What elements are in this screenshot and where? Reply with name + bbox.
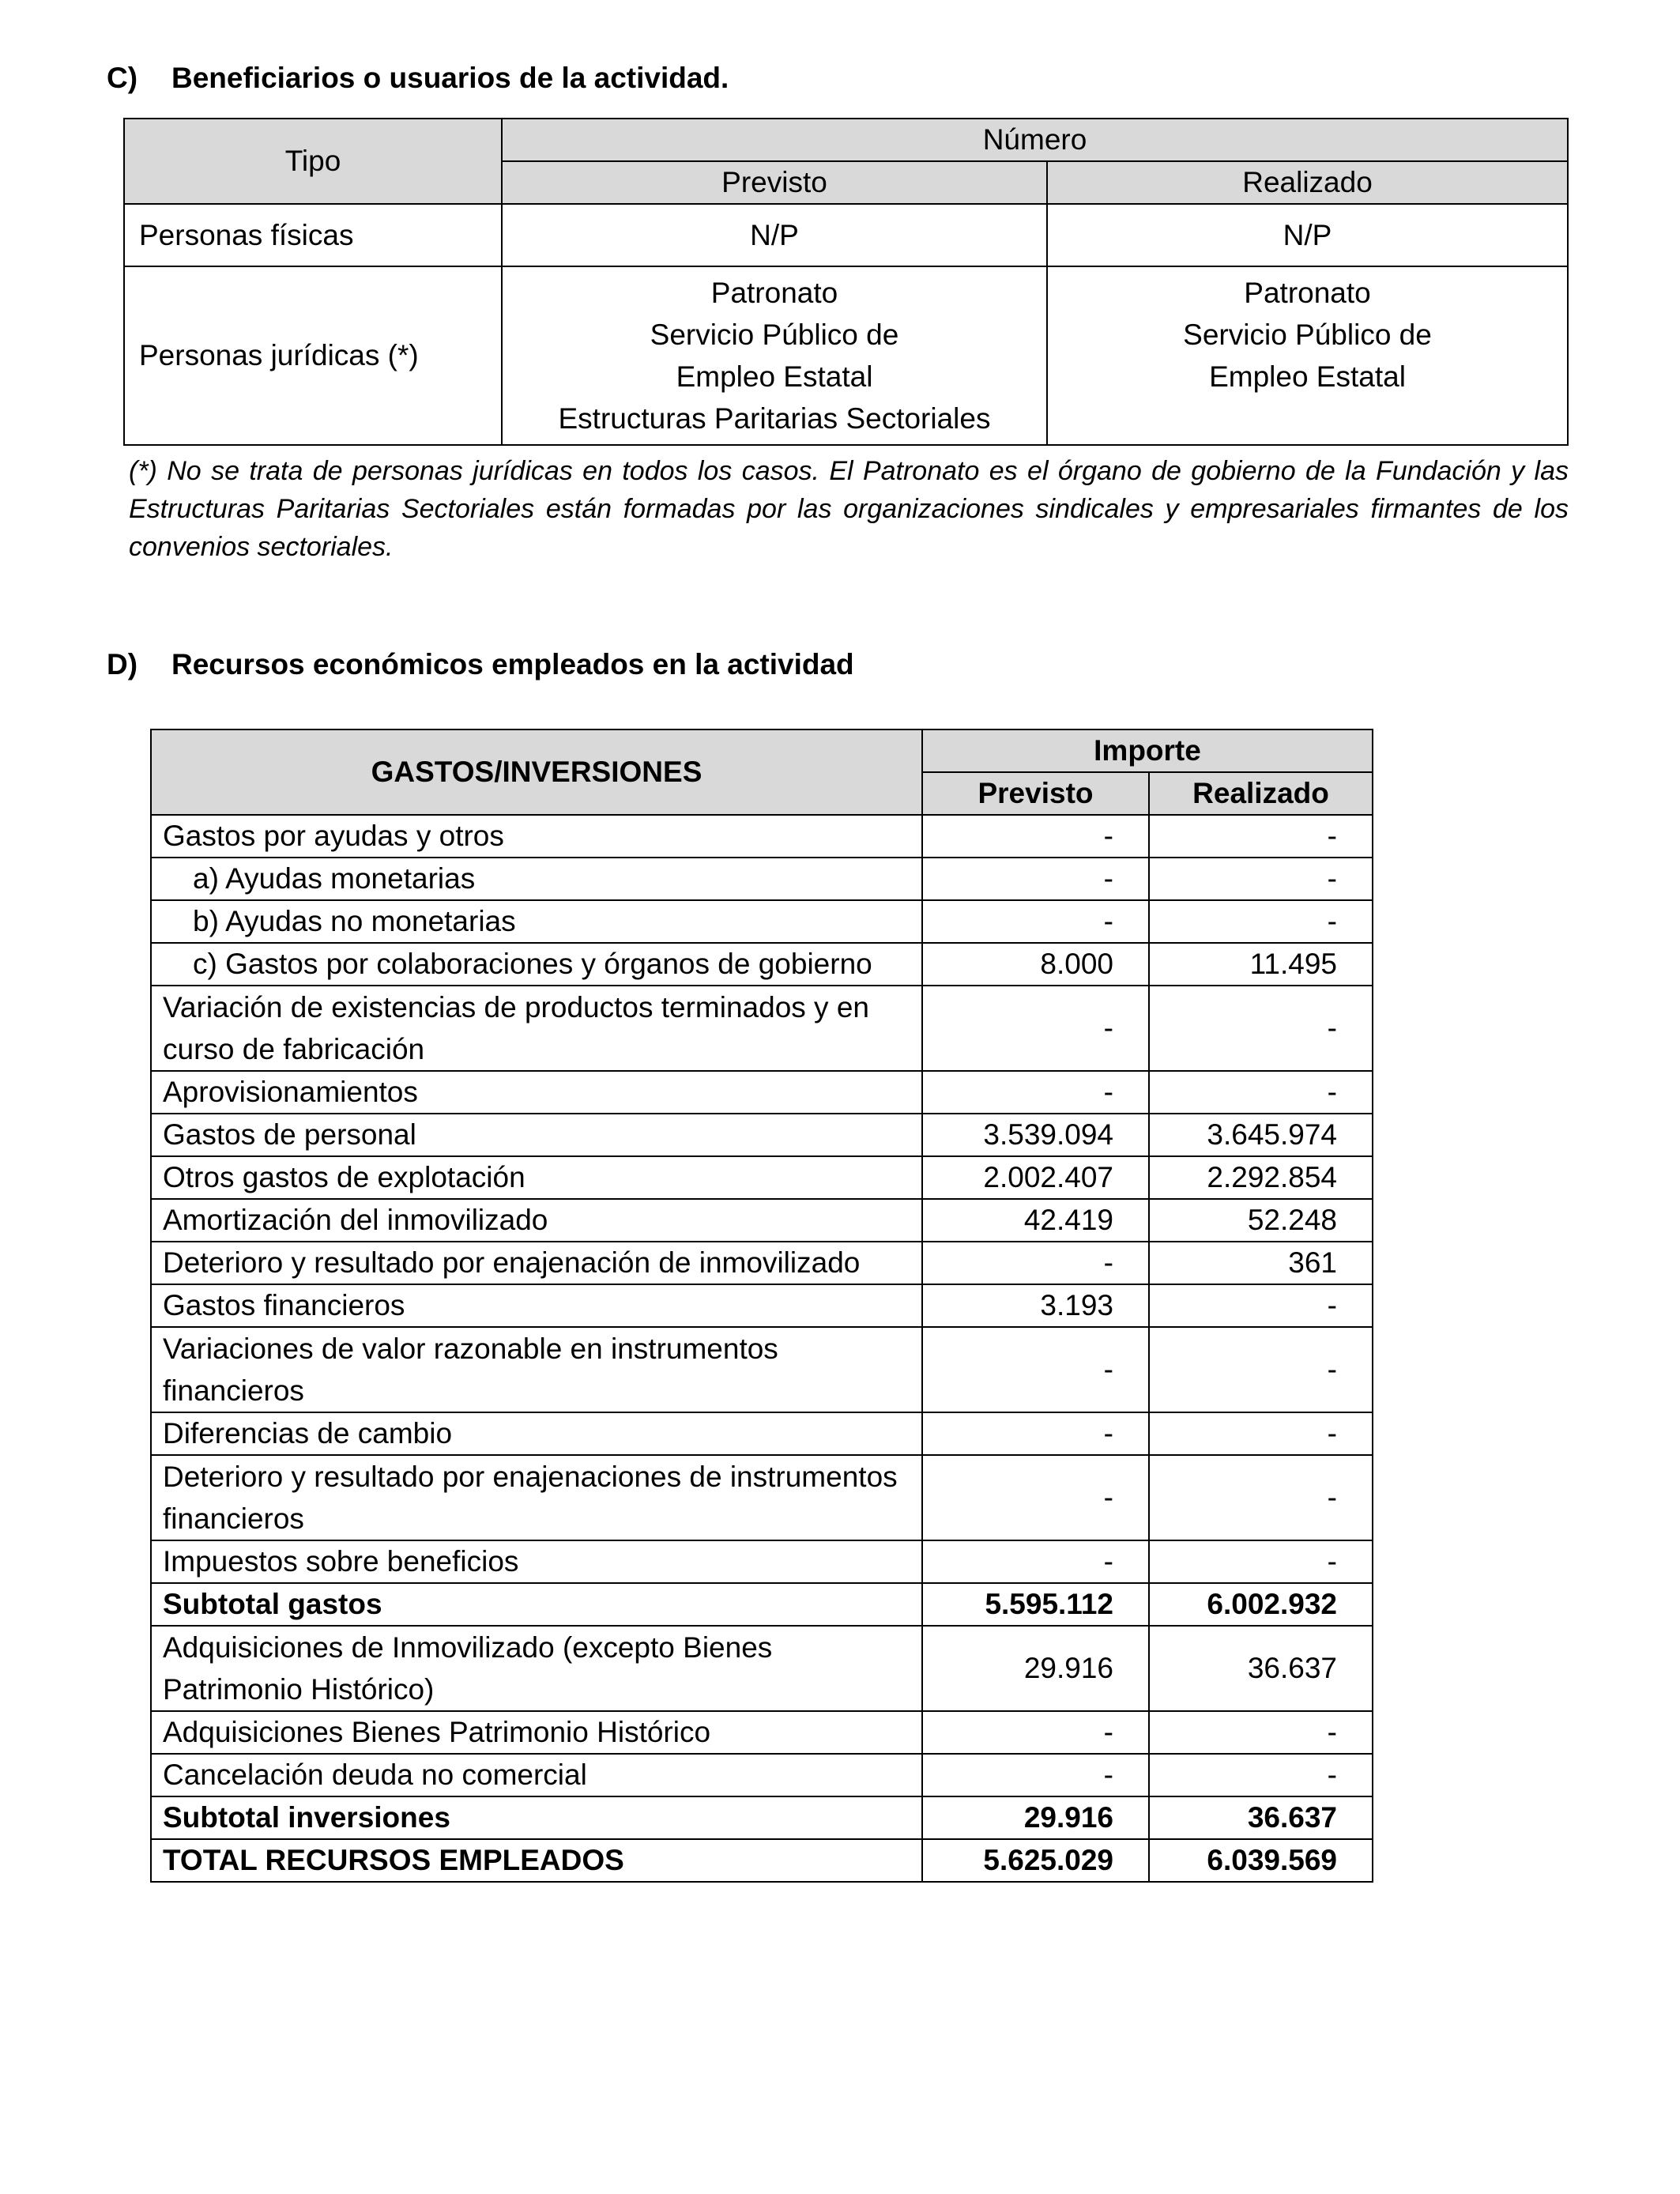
header-previsto: Previsto [502,161,1047,204]
realizado-value: 52.248 [1149,1199,1373,1242]
table-row [151,858,1373,900]
table-row [151,1583,1373,1626]
realizado-line: Patronato [1244,277,1371,309]
previsto-value: 42.419 [922,1199,1149,1242]
previsto-value: - [922,858,1149,900]
row-label: Adquisiciones de Inmovilizado (excepto Bienes Patrimonio Histórico) [151,1626,922,1711]
row-label: Cancelación deuda no comercial [151,1754,922,1796]
previsto-value: 8.000 [922,943,1149,986]
table-row [151,1455,1373,1540]
table-row [151,1711,1373,1754]
previsto-value: - [922,1711,1149,1754]
row-label: Subtotal gastos [151,1583,922,1626]
row-label: Variaciones de valor razonable en instrumentos financieros [151,1327,922,1412]
previsto-value: - [922,1327,1149,1412]
previsto-value: - [922,1540,1149,1583]
table-row [151,1114,1373,1156]
previsto-value: 5.625.029 [922,1839,1149,1882]
previsto-value: 29.916 [922,1796,1149,1839]
previsto-value: 3.539.094 [922,1114,1149,1156]
previsto-value: - [922,1754,1149,1796]
previsto-line: Estructuras Paritarias Sectoriales [558,402,991,435]
previsto-value: - [922,900,1149,943]
realizado-value: - [1149,1754,1373,1796]
row-label: Deterioro y resultado por enajenaciones de instrumentos financieros [151,1455,922,1540]
table-row [151,1156,1373,1199]
row-label: Amortización del inmovilizado [151,1199,922,1242]
header-previsto: Previsto [922,772,1149,815]
section-c-heading [107,62,729,95]
table-row [151,1796,1373,1839]
realizado-value: 361 [1149,1242,1373,1284]
realizado-line: Empleo Estatal [1209,360,1406,393]
table-row [151,1242,1373,1284]
realizado-value: - [1149,858,1373,900]
row-label: Impuestos sobre beneficios [151,1540,922,1583]
row-label: c) Gastos por colaboraciones y órganos de gobierno [151,943,922,986]
table-row [124,266,1568,445]
table-row [124,204,1568,266]
row-label: Deterioro y resultado por enajenación de inmovilizado [151,1242,922,1284]
table-row [151,1754,1373,1796]
table-row [151,986,1373,1071]
section-d-letter: D) [107,648,138,680]
previsto-value: 3.193 [922,1284,1149,1327]
row-label: Gastos de personal [151,1114,922,1156]
row-label: a) Ayudas monetarias [151,858,922,900]
previsto-value: - [922,1455,1149,1540]
row-label: Otros gastos de explotación [151,1156,922,1199]
table-row [151,1626,1373,1711]
realizado-value: 2.292.854 [1149,1156,1373,1199]
realizado-value: - [1149,986,1373,1071]
table-row [151,1839,1373,1882]
row-label: Aprovisionamientos [151,1071,922,1114]
tipo-cell: Personas físicas [124,204,502,266]
header-realizado: Realizado [1149,772,1373,815]
table-row [151,1327,1373,1412]
previsto-value: 5.595.112 [922,1583,1149,1626]
row-label: Gastos por ayudas y otros [151,815,922,858]
tipo-cell: Personas jurídicas (*) [124,266,502,445]
realizado-value: 11.495 [1149,943,1373,986]
table-row [151,1540,1373,1583]
section-d-heading [107,648,854,681]
row-label: Adquisiciones Bienes Patrimonio Histórico [151,1711,922,1754]
previsto-line: Empleo Estatal [676,360,873,393]
realizado-cell [1047,266,1568,445]
previsto-cell: N/P [502,204,1047,266]
previsto-value: 29.916 [922,1626,1149,1711]
previsto-value: - [922,1242,1149,1284]
realizado-value: - [1149,1284,1373,1327]
header-numero: Número [502,119,1568,161]
realizado-value: - [1149,900,1373,943]
row-label: Subtotal inversiones [151,1796,922,1839]
realizado-value: 6.039.569 [1149,1839,1373,1882]
section-c-title: Beneficiarios o usuarios de la actividad. [171,62,729,94]
realizado-value: - [1149,1412,1373,1455]
section-d-title: Recursos económicos empleados en la actividad [171,648,854,680]
realizado-line: Servicio Público de [1183,319,1432,351]
realizado-value: - [1149,1711,1373,1754]
table-row [151,943,1373,986]
footnote: (*) No se trata de personas jurídicas en todos los casos. El Patronato es el órgano de gobierno de la Fundación y las Estructuras Paritarias Sectoriales están formadas por las organizaciones sindicales y empresariales firmantes de los convenios sectoriales. [129,456,1569,562]
previsto-line: Patronato [710,277,838,309]
row-label: Gastos financieros [151,1284,922,1327]
previsto-value: - [922,986,1149,1071]
row-label: Diferencias de cambio [151,1412,922,1455]
section-c-letter: C) [107,62,138,94]
table-row [151,1071,1373,1114]
realizado-value: 3.645.974 [1149,1114,1373,1156]
previsto-cell [502,266,1047,445]
table-row [151,900,1373,943]
table-row [151,1199,1373,1242]
realizado-value: - [1149,1540,1373,1583]
header-tipo: Tipo [124,119,502,204]
realizado-value: 6.002.932 [1149,1583,1373,1626]
realizado-value: - [1149,1071,1373,1114]
previsto-value: - [922,815,1149,858]
previsto-value: - [922,1412,1149,1455]
header-realizado: Realizado [1047,161,1568,204]
previsto-line: Servicio Público de [650,319,899,351]
previsto-value: - [922,1071,1149,1114]
realizado-value: 36.637 [1149,1626,1373,1711]
header-gastos-inversiones: GASTOS/INVERSIONES [151,729,922,815]
table-row [151,1412,1373,1455]
realizado-value: - [1149,1455,1373,1540]
realizado-value: - [1149,1327,1373,1412]
recursos-table [150,729,1373,1883]
header-importe: Importe [922,729,1373,772]
realizado-cell: N/P [1047,204,1568,266]
previsto-value: 2.002.407 [922,1156,1149,1199]
row-label: TOTAL RECURSOS EMPLEADOS [151,1839,922,1882]
row-label: b) Ayudas no monetarias [151,900,922,943]
table-row [151,1284,1373,1327]
row-label: Variación de existencias de productos terminados y en curso de fabricación [151,986,922,1071]
table-row [151,815,1373,858]
beneficiarios-table [123,118,1569,446]
realizado-value: - [1149,815,1373,858]
realizado-value: 36.637 [1149,1796,1373,1839]
